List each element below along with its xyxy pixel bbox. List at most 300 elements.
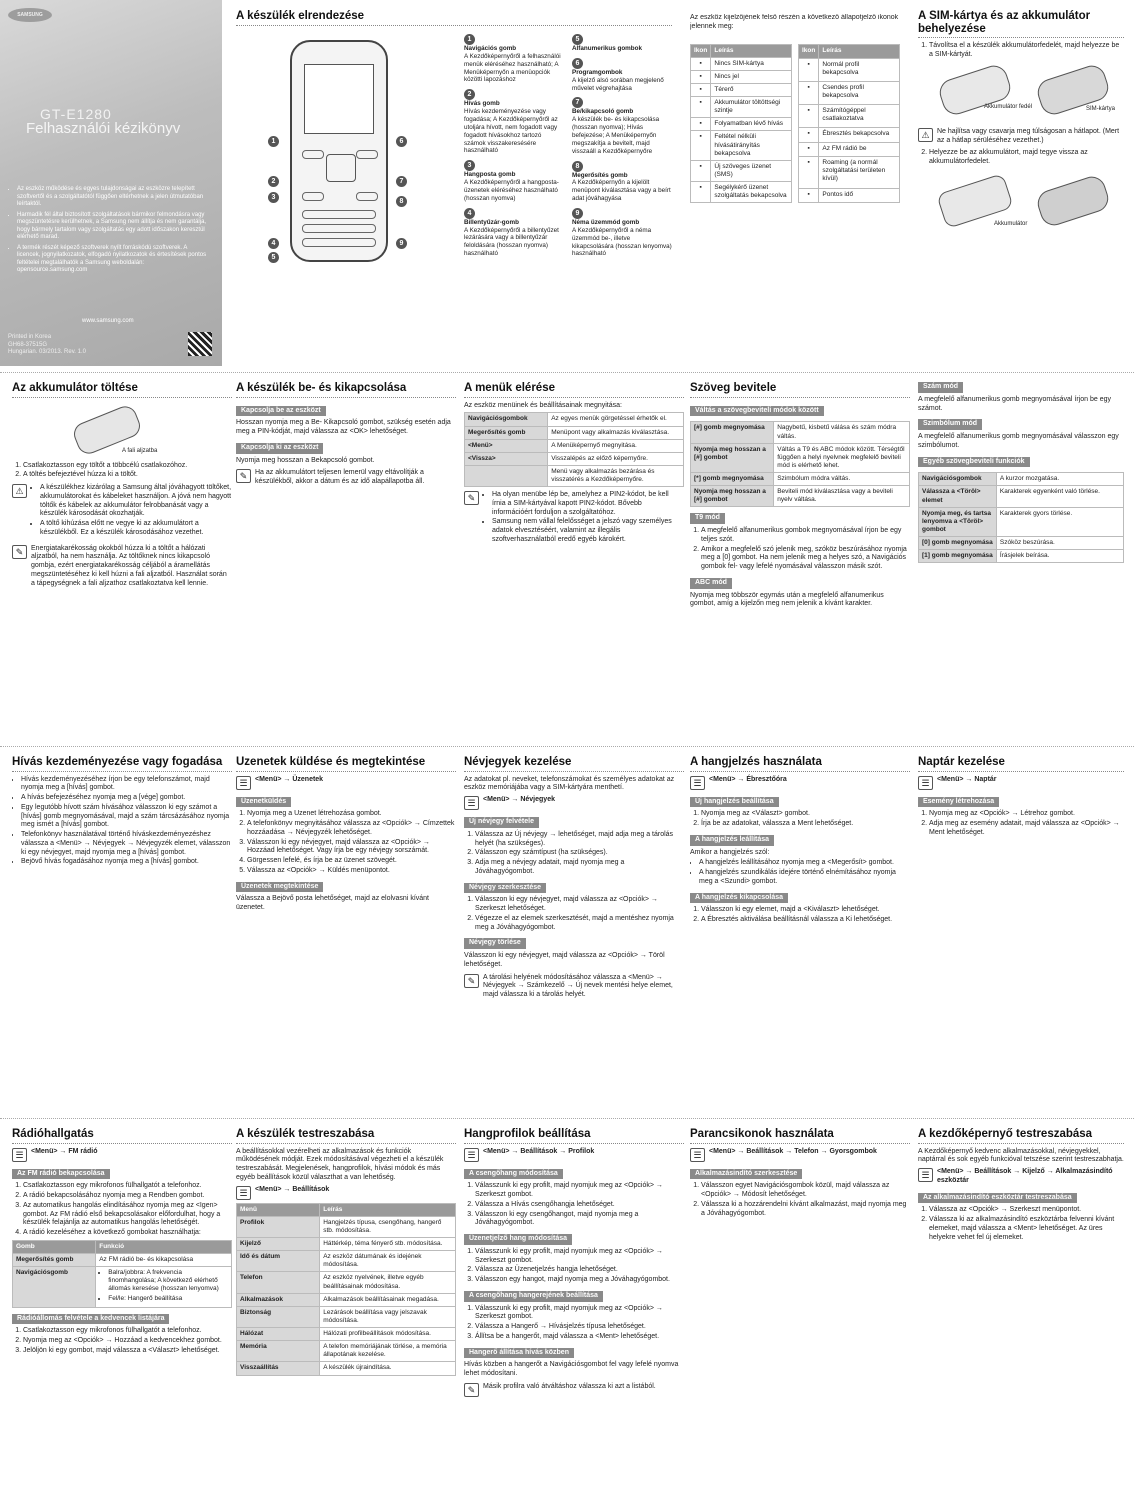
list-item: 1. Válasszon egyet Navigációsgombok közül, majd válassza az <Opciók> → Módosít lehetőséget. [701, 1182, 910, 1200]
col-header: Funkció [96, 1240, 232, 1253]
subheading: Rádióállomás felvétele a kedvencek listájára [12, 1314, 169, 1325]
table-cell: Idő és dátum [237, 1251, 320, 1272]
warning-item: • A készülékhez kizárólag a Samsung által jóváhagyott töltőket, akkumulátorokat és kábeleket használjon. A jóvá nem hagyott töltők és kábelek az akkumulátor felrobbanását vagy a készülék károsodását okozhatják. [40, 484, 232, 519]
list-item: 2. Adja meg az esemény adatait, majd válassza az <Opciók> → Ment lehetőséget. [929, 820, 1124, 838]
keypad-row [302, 224, 376, 233]
cover-bullets [8, 186, 212, 278]
subheading: Névjegy szerkesztése [464, 883, 546, 894]
table-cell: Szóköz beszúrása. [996, 537, 1123, 550]
subheading: Névjegy törlése [464, 938, 526, 949]
other-functions-table [918, 472, 1124, 563]
list-item: 1. Válasszunk ki egy profilt, majd nyomjuk meg az <Opciók> → Szerkeszt gombot. [475, 1305, 684, 1323]
step: 1. Távolítsa el a készülék akkumulátorfedelét, majd helyezze be a SIM-kártyát. [929, 42, 1124, 60]
table-cell: Az eszköz nyelvének, illetve egyéb beállításainak módosítása. [320, 1272, 456, 1293]
list-item: 1. Nyomja meg az <Opciók> → Létrehoz gombot. [929, 810, 1124, 819]
table-cell: Karakterek gyors törlése. [996, 507, 1123, 536]
table-row [919, 550, 1124, 563]
callout-desc: A Kezdőképernyőről a néma üzemmód be-, illetve kikapcsolására (hosszan lenyomva) használható [572, 226, 672, 258]
table-row [691, 118, 792, 131]
status-icon: ▪ [691, 131, 711, 160]
customize-panel [236, 1128, 456, 1378]
status-icon: ▪ [691, 70, 711, 83]
contacts-panel [464, 756, 684, 1004]
table-cell: Lezárások beállítása vagy jelszavak módosítása. [320, 1306, 456, 1327]
subheading: Új névjegy felvétele [464, 817, 539, 828]
radio-keys-table [12, 1240, 232, 1308]
table-cell: Navigációsgombok [919, 473, 997, 486]
note-icon: ✎ [464, 491, 479, 505]
list-item: 3. Válasszon ki egy névjegyet, majd válassza az <Opciók> → Hozzáad lehetőséget. Vagy írja be egy névjegy sorszámát. [247, 839, 456, 857]
softkey-left [302, 150, 324, 159]
list-item: 2. A telefonkönyv megnyitásához válassza az <Opciók> → Címzettek hozzáadása → Névjegyzék lehetőséget. [247, 820, 456, 838]
table-cell: Az eszköz dátumának és idejének módosítása. [320, 1251, 456, 1272]
phone-illustration [290, 40, 388, 262]
status-icon: ▪ [799, 188, 819, 202]
table-cell: [1] gomb megnyomása [919, 550, 997, 563]
list-item: 2. A Ébresztés aktiválása beállításnál válassza a Ki lehetőséget. [701, 916, 910, 925]
list-item: 3. Jelöljön ki egy gombot, majd válassza a <Választ> lehetőséget. [23, 1347, 232, 1356]
layout-panel [236, 10, 672, 30]
list-item: 1. Nyomja meg a Uzenet létrehozása gombot. [247, 810, 456, 819]
table-cell: Hálózat [237, 1328, 320, 1341]
list-item: • Fel/le: Hangerő beállítása [108, 1295, 228, 1303]
battery-illustration [918, 169, 1124, 233]
paragraph: A megfelelő alfanumerikus gomb megnyomásával válasszon egy szimbólumot. [918, 433, 1119, 449]
table-row [799, 58, 900, 81]
table-cell: Roaming (a normál szolgáltatási területen kívül) [819, 156, 900, 188]
subheading: Kapcsolja ki az eszközt [236, 443, 323, 454]
list-item: • Telefonkönyv használatával történő híváskezdeményezéshez válassza a <Menü> → Névjegyek → Névjegyzék elemet, válasszon ki egy névjegyet, majd nyomja meg a [hívás] gombot. [21, 831, 232, 857]
list-item: 1. Válasszon ki egy elemet, majd a <Kiválaszt> lehetőséget. [701, 906, 910, 915]
note-icon: ✎ [12, 545, 27, 559]
subheading: Az alkalmazásindító eszköztár testreszabása [918, 1193, 1077, 1204]
list-item: 3. Az automatikus hangolás elindításához nyomja meg az <Igen> gombot. Az FM rádió első bekapcsolásakor előfordulhat, hogy a készülék felajánlja az automatikus hangolás lehetőségét. [23, 1202, 232, 1228]
table-row [237, 1272, 456, 1293]
radio-panel [12, 1128, 232, 1358]
table-cell: Nagybetű, kisbetű válása és szám módra váltás. [774, 422, 910, 443]
table-row [919, 507, 1124, 536]
list-item: • A hangjelzés szundikálás idejére történő elnémításához nyomja meg a <Szundi> gombot. [699, 869, 910, 887]
table-cell: Csendes profil bekapcsolva [819, 81, 900, 104]
table-cell: Nincs jel [711, 70, 792, 83]
cover-label: Akkumulátor fedél [984, 103, 1033, 110]
steps-list [464, 896, 684, 932]
list-item: 1. Csatlakoztasson egy mikrofonos fülhallgatót a telefonhoz. [23, 1182, 232, 1191]
callout-number: 6 [572, 58, 583, 69]
note-text: Ha az akkumulátort teljesen lemerül vagy eltávolítják a készülékből, akkor a dátum és az idő alapállapotba áll. [255, 469, 425, 486]
note-text: Másik profilra való átváltáshoz válassza ki azt a listából. [483, 1382, 656, 1390]
table-cell: Profilok [237, 1216, 320, 1237]
table-row [799, 105, 900, 128]
table-row [237, 1362, 456, 1375]
list-item: 1. Válasszunk ki egy profilt, majd nyomjuk meg az <Opciók> → Szerkeszt gombot. [475, 1182, 684, 1200]
table-cell: Memória [237, 1341, 320, 1362]
subheading: Szám mód [918, 382, 963, 393]
table-cell: Nyomja meg, és tartsa lenyomva a <Töröl> gombot [919, 507, 997, 536]
section-title: Hívás kezdeményezése vagy fogadása [12, 756, 232, 772]
table-row [691, 83, 792, 96]
status-icon: ▪ [691, 160, 711, 181]
table-cell: Térerő [711, 83, 792, 96]
paragraph: A Kezdőképernyő kedvenc alkalmazásokkal, névjegyekkel, naptárral és sok egyéb funkcióval tetszése szerint testreszabhatja. [918, 1147, 1124, 1164]
imprint [8, 334, 86, 357]
battery-label: Akkumulátor [994, 220, 1028, 227]
steps-list [12, 1327, 232, 1355]
callout-number: 3 [464, 160, 475, 171]
callout-number: 4 [464, 208, 475, 219]
menu-path-icon: ☰ [12, 1148, 27, 1162]
layout-col1 [464, 34, 564, 263]
table-cell: Karakterek egyenként való törlése. [996, 486, 1123, 507]
list-item: • Hívás kezdeményezéséhez írjon be egy telefonszámot, majd nyomja meg a [hívás] gombot. [21, 776, 232, 794]
menu-path-icon: ☰ [690, 1148, 705, 1162]
menu-path: <Menü> → Beállítások [255, 1185, 330, 1193]
table-row [465, 465, 684, 486]
table-row [237, 1251, 456, 1272]
callout-8: 8 [396, 196, 407, 207]
table-cell: Alkalmazások beállításainak megadása. [320, 1293, 456, 1306]
menus-panel [464, 382, 684, 552]
divider [0, 1118, 1134, 1119]
list-item: 1. Válasszunk ki egy profilt, majd nyomjuk meg az <Opciók> → Szerkeszt gombot. [475, 1248, 684, 1266]
list-item: 4. Görgessen lefelé, és írja be az üzenet szövegét. [247, 857, 456, 866]
shortcuts-panel [690, 1128, 910, 1220]
list-item: 5. Válassza az <Opciók> → Küldés menüpontot. [247, 867, 456, 876]
table-cell: Akkumulátor töltöttségi szintje [711, 97, 792, 118]
list-item: • Egy legutóbb hívott szám hívásához válasszon ki egy számot a [hívás] gomb megnyomásával, majd a szám tárcsázásához nyomja meg ismét a [hívás] gombot. [21, 804, 232, 830]
callout-title: Billentyűzár-gomb [464, 218, 519, 226]
step: 2. A töltés befejeztével húzza ki a töltőt. [23, 471, 232, 480]
menu-path: <Menü> → FM rádió [31, 1147, 98, 1155]
cover-bullet: • A termék részét képező szoftverek nyílt forráskódú szoftverek. A licencek, jognyilatkozatok, elfogadó nyilatkozatok és értesítések pontos feltételei megtalálhatók a Samsung weboldalán: opensource.samsung.com [17, 245, 212, 275]
subheading: Üzenetjelző hang módosítása [464, 1234, 572, 1245]
callout-title: Hívás gomb [464, 100, 500, 108]
steps-list [918, 810, 1124, 837]
status-icon: ▪ [799, 128, 819, 142]
status-icon: ▪ [691, 182, 711, 203]
status-icon: ▪ [799, 105, 819, 128]
col-header: Leírás [819, 44, 900, 58]
step: 2. Helyezze be az akkumulátort, majd tegye vissza az akkumulátorfedelet. [929, 149, 1124, 167]
table-cell: Hálózati profilbeállítások módosítása. [320, 1328, 456, 1341]
table-row [799, 128, 900, 142]
status-icon: ▪ [799, 81, 819, 104]
table-row [465, 452, 684, 465]
section-title: A készülék be- és kikapcsolása [236, 382, 456, 398]
status-icon: ▪ [799, 58, 819, 81]
paragraph: Nyomja meg hosszan a Bekapcsoló gombot. [236, 456, 375, 464]
menu-path-icon: ☰ [464, 1148, 479, 1162]
table-cell: Ébresztés bekapcsolva [819, 128, 900, 142]
table-row [465, 426, 684, 439]
list-item: 1. Válasszon ki egy névjegyet, majd válassza az <Opciók> → Szerkeszt lehetőséget. [475, 896, 684, 914]
callout-title: Néma üzemmód gomb [572, 219, 640, 227]
callout-item [572, 161, 672, 203]
steps-list [464, 831, 684, 877]
steps-list [236, 810, 456, 875]
status-icon: ▪ [799, 156, 819, 188]
table-cell: Folyamatban lévő hívás [711, 118, 792, 131]
steps-list [690, 906, 910, 925]
table-row [691, 473, 910, 486]
list-item: 1. Válassza az Új névjegy → lehetőséget, majd adja meg a tárolás helyét (ha szükséges). [475, 831, 684, 849]
section-title: Névjegyek kezelése [464, 756, 684, 772]
list-item: • Bejövő hívás fogadásához nyomja meg a [hívás] gombot. [21, 858, 232, 867]
table-row [799, 142, 900, 156]
table-cell: Biztonság [237, 1306, 320, 1327]
section-title: Naptár kezelése [918, 756, 1124, 772]
steps-list [464, 1248, 684, 1285]
icons-panel [690, 14, 900, 205]
callout-title: Programgombok [572, 68, 623, 76]
manual-title: Felhasználói kézikönyv [26, 120, 181, 137]
callout-item [572, 97, 672, 155]
table-cell [465, 465, 548, 486]
list-item: 2. Végezze el az elemek szerkesztését, majd a mentéshez nyomja meg a Jóváhagyógombot. [475, 915, 684, 933]
table-cell [96, 1267, 232, 1308]
section-title: A SIM-kártya és az akkumulátor behelyezése [918, 10, 1124, 38]
softkey-right [356, 150, 378, 159]
table-row [919, 537, 1124, 550]
table-cell: Számítógéppel csatlakoztatva [819, 105, 900, 128]
sim-label: SIM-kártya [1086, 105, 1116, 112]
menu-path: <Menü> → Üzenetek [255, 775, 324, 783]
warning-text: Ne hajlítsa vagy csavarja meg túlságosan a hátlapot. (Mert az a hátlap sérüléséhez vezethet.) [937, 127, 1120, 144]
table-cell: Normál profil bekapcsolva [819, 58, 900, 81]
table-cell: Beviteli mód kiválasztása vagy a beviteli nyelv váltása. [774, 486, 910, 507]
paragraph: A megfelelő alfanumerikus gomb megnyomásával írjon be egy számot. [918, 395, 1111, 412]
callout-number: 2 [464, 89, 475, 100]
callout-3: 3 [268, 192, 279, 203]
subheading: Hangerő állítása hívás közben [464, 1348, 574, 1359]
table-row [799, 156, 900, 188]
table-row [691, 422, 910, 443]
calls-list [12, 776, 232, 868]
list-item: 3. Állítsa be a hangerőt, majd válassza a <Ment> lehetőséget. [475, 1333, 684, 1342]
section-title: A menük elérése [464, 382, 684, 398]
list-item: 2. A rádió bekapcsolásához nyomja meg a Rendben gombot. [23, 1192, 232, 1201]
steps-list [690, 1182, 910, 1218]
menu-path-icon: ☰ [464, 796, 479, 810]
table-cell: Feltétel nélküli hívásátirányítás bekapcsolva [711, 131, 792, 160]
table-cell: Nincs SIM-kártya [711, 57, 792, 70]
section-title: Hangprofilok beállítása [464, 1128, 684, 1144]
status-icon: ▪ [691, 57, 711, 70]
col-header: Menü [237, 1203, 320, 1216]
menu-path: <Menü> → Ébresztőóra [709, 775, 787, 783]
callout-item [464, 160, 564, 202]
callout-desc: Hívás kezdeményezése vagy fogadása; A Kezdőképernyőről az utoljára hívott, nem fogadott vagy fogadott hívásokhoz tartozó számok visszakeresésére használható [464, 108, 558, 155]
table-cell: Új szöveges üzenet (SMS) [711, 160, 792, 181]
callout-item [464, 208, 564, 258]
steps-list [464, 1305, 684, 1342]
settings-table [236, 1203, 456, 1376]
table-row [799, 188, 900, 202]
menu-path-icon: ☰ [236, 776, 251, 790]
table-row [237, 1328, 456, 1341]
calendar-panel [918, 756, 1124, 840]
callout-item [572, 58, 672, 93]
nav-key [326, 154, 356, 182]
table-cell: Szimbólum módra váltás. [774, 473, 910, 486]
table-row [691, 70, 792, 83]
status-icon: ▪ [691, 83, 711, 96]
table-cell: A Menüképernyő megnyitása. [548, 439, 684, 452]
table-row [691, 486, 910, 507]
section-title: Az akkumulátor töltése [12, 382, 232, 398]
paragraph: Az adatokat pl. neveket, telefonszámokat és személyes adatokat az eszköz memóriájába vagy a SIM-kártyára menthetí. [464, 775, 675, 792]
table-cell: Navigációsgomb [13, 1267, 96, 1308]
col-header: Gomb [13, 1240, 96, 1253]
section-title: A kezdőképernyő testreszabása [918, 1128, 1124, 1144]
callout-desc: A készülék be- és kikapcsolása (hosszan nyomva); Hívás befejezése; A Menüképernyőn megszakítja a bevitelt, majd visszaáll a Kezdőképernyőre [572, 116, 660, 155]
callout-number: 9 [572, 208, 583, 219]
col-header: Leírás [320, 1203, 456, 1216]
callout-item [572, 208, 672, 258]
menu-path-icon: ☰ [918, 1168, 933, 1182]
callout-2: 2 [268, 176, 279, 187]
callout-6: 6 [396, 136, 407, 147]
messages-panel [236, 756, 456, 915]
menu-path: <Menü> → Naptár [937, 775, 997, 783]
website: www.samsung.com [82, 318, 134, 324]
divider [0, 372, 1134, 373]
callout-title: Navigációs gomb [464, 45, 517, 52]
menu-path: <Menü> → Beállítások → Kijelző → Alkalmazásindító eszköztár [937, 1168, 1113, 1184]
table-cell: Menüpont vagy alkalmazás kiválasztása. [548, 426, 684, 439]
callout-title: Be/kikapcsoló gomb [572, 108, 634, 116]
section-title: Rádióhallgatás [12, 1128, 232, 1144]
section-title: Üzenetek küldése és megtekintése [236, 756, 456, 772]
print-line: Printed in Korea [8, 334, 52, 340]
col-header: Ikon [799, 44, 819, 58]
table-cell: A készülék újraindítása. [320, 1362, 456, 1375]
callout-item [572, 34, 672, 53]
table-cell: Nyomja meg hosszan a [#] gombot [691, 443, 774, 472]
table-cell: <Menü> [465, 439, 548, 452]
col-header: Leírás [711, 44, 792, 57]
text-panel [690, 382, 910, 611]
menu-path-icon: ☰ [918, 776, 933, 790]
charger-illustration [12, 402, 232, 462]
callout-9: 9 [396, 238, 407, 249]
subheading: Váltás a szövegbeviteli módok között [690, 406, 824, 417]
subheading: T9 mód [690, 513, 725, 524]
subheading: Esemény létrehozása [918, 797, 999, 808]
list-item: 2. Írja be az adatokat, válassza a Ment lehetőséget. [701, 820, 910, 829]
callout-desc: A Kezdőképernyőről a billentyűzet lezárására vagy a billentyűzár feloldására (hosszan nyomva) használható [464, 226, 559, 258]
subheading: Üzenetküldés [236, 797, 291, 808]
table-cell: Navigációsgombok [465, 413, 548, 426]
table-cell: A kurzor mozgatása. [996, 473, 1123, 486]
cover-panel [0, 0, 222, 366]
table-cell: Nyomja meg hosszan a [#] gombot [691, 486, 774, 507]
list-item: 3. Válasszon egy hangot, majd nyomja meg a Jóváhagyógombot. [475, 1276, 684, 1285]
print-line: Hungarian. 03/2013. Rev. 1.0 [8, 349, 86, 355]
list-item: 3. Válasszon ki egy csengőhangot, majd nyomja meg a Jóváhagyógombot. [475, 1211, 684, 1229]
section-title: Szöveg bevitele [690, 382, 910, 398]
table-cell: Hangjelzés típusa, csengőhang, hangerő stb. módosítása. [320, 1216, 456, 1237]
qr-code [188, 332, 212, 356]
paragraph: Amikor a hangjelzés szól: [690, 848, 770, 856]
warning-icon: ⚠ [918, 128, 933, 142]
list-item: 2. Válassza ki az alkalmazásindító eszköztárba felvenni kívánt elemeket, majd válassza a <Ment> lehetőséget. Az üres helyekre vehet fel új elemeket. [929, 1216, 1124, 1242]
table-cell: Az FM rádió be- és kikapcsolása [96, 1254, 232, 1267]
subheading: Új hangjelzés beállítása [690, 797, 779, 808]
warning-item: • A töltő kihúzása előtt ne vegye ki az akkumulátort a készülékből. Ez a készülék károsodásához vezethet. [40, 520, 232, 538]
table-cell: [0] gomb megnyomása [919, 537, 997, 550]
table-row [691, 443, 910, 472]
table-row [691, 182, 792, 203]
subheading: Üzenetek megtekintése [236, 882, 323, 893]
list-item: 2. Válassza a Hívás csengőhangja lehetőséget. [475, 1201, 684, 1210]
subheading: A csengőhang hangerejének beállítása [464, 1291, 603, 1302]
profiles-panel [464, 1128, 684, 1401]
note-icon: ✎ [236, 469, 251, 483]
list-item: 4. A rádió kezeléséhez a következő gombokat használhatja: [23, 1229, 232, 1238]
samsung-logo: SAMSUNG [8, 8, 52, 22]
list-item: 1. Válassza az <Opciók> → Szerkeszt menüpontot. [929, 1206, 1124, 1215]
table-cell: Alkalmazások [237, 1293, 320, 1306]
alarm-panel [690, 756, 910, 927]
callout-number: 1 [464, 34, 475, 45]
paragraph: Válasszon ki egy névjegyet, majd válassza az <Opciók> → Töröl lehetőséget. [464, 952, 665, 968]
table-cell: Írásjelek beírása. [996, 550, 1123, 563]
callout-4: 4 [268, 238, 279, 249]
table-row [919, 486, 1124, 507]
paragraph: Válassza a Bejövő posta lehetőséget, majd az elolvasni kívánt üzenetet. [236, 895, 430, 912]
calls-panel [12, 756, 232, 869]
note-text: Energiatakarékosság okokból húzza ki a töltőt a hálózati aljzatból, ha nem használja. Az töltőknek nincs kikapcsoló gombja, ezért energiatakarékosság céljából a áramellátás megszüntetéséhez ki kell húzni a fali aljzatból. Használat során a tápegységnek a fali aljzathoz csatlakoztatva kell lennie. [31, 544, 227, 587]
step: 2. Amikor a megfelelő szó jelenik meg, szóköz beszúrásához nyomja meg a [0] gombot. Ha nem jelenik meg a helyes szó, a Navigációs gombok fel- vagy lefelé nyomásával válasszon másik szót. [701, 546, 910, 572]
note-item: • Ha olyan menübe lép be, amelyhez a PIN2-kódot, be kell írnia a SIM-kártyával kapott PIN2-kódot. Bővebb információért forduljon a szolgáltatóhoz. [492, 491, 684, 517]
print-line: GH68-37515G [8, 341, 48, 348]
home-panel [918, 1128, 1124, 1244]
table-cell: Menü vagy alkalmazás bezárása és visszatérés a Kezdőképernyőre. [548, 465, 684, 486]
callout-item [464, 89, 564, 155]
divider [0, 746, 1134, 747]
paragraph: Hosszan nyomja meg a Be- Kikapcsoló gombot, szükség esetén adja meg a PIN-kódját, majd válassza az <OK> lehetőséget. [236, 419, 451, 436]
table-cell: [#] gomb megnyomása [691, 422, 774, 443]
list-item: 2. Válassza az Üzenetjelzés hangja lehetőséget. [475, 1266, 684, 1275]
bullet-list [690, 859, 910, 886]
list-item: 2. Válasszon egy számtípust (ha szükséges). [475, 849, 684, 858]
cover-bullet: • Harmadik fél által biztosított szolgáltatások bármikor felmondásra vagy megszüntetésre kerülhetnek, a Samsung nem állítja és nem garantálja, hogy bármely tartalom vagy szolgáltatás egy adott időszakon keresztül elérhető marad. [17, 212, 212, 242]
table-cell: Megerősítés gomb [13, 1254, 96, 1267]
list-item: 2. Nyomja meg az <Opciók> → Hozzáad a kedvencekhez gombot. [23, 1337, 232, 1346]
charge-panel [12, 382, 232, 592]
menu-path: <Menü> → Beállítások → Profilok [483, 1147, 595, 1155]
callout-7: 7 [396, 176, 407, 187]
note-text: A tárolási helyének módosításához válassza a <Menü> → Névjegyek → Számkezelő → Új nevek mentési helye elemet, majd válassza ki a tárolás helyét. [483, 973, 673, 999]
section-title: A készülék elrendezése [236, 10, 672, 26]
table-cell: Az FM rádió be [819, 142, 900, 156]
table-cell: [*] gomb megnyomása [691, 473, 774, 486]
table-row [691, 97, 792, 118]
subheading: Szimbólum mód [918, 419, 982, 430]
outlet-label: A fali aljzatba [122, 447, 158, 454]
callout-title: Megerősítés gomb [572, 171, 628, 179]
callout-item [464, 34, 564, 84]
subheading: Kapcsolja be az eszközt [236, 406, 326, 417]
subheading: Egyéb szövegbeviteli funkciók [918, 457, 1030, 468]
callout-desc: A Kezdőképernyőről a felhasználói menük eléréséhez használható; A Menüképernyőn a menüopciók közötti lapozáshoz [464, 52, 561, 84]
callout-number: 7 [572, 97, 583, 108]
table-cell: A telefon memóriájának törlése, a memória állapotának kezelése. [320, 1341, 456, 1362]
table-row [237, 1216, 456, 1237]
note-item: • Samsung nem vállal felelősséget a jelszó vagy személyes adatok elvesztéséért, valamint az illegális szoftverhasználatból eredő egyéb károkért. [492, 518, 684, 544]
table-row [465, 439, 684, 452]
